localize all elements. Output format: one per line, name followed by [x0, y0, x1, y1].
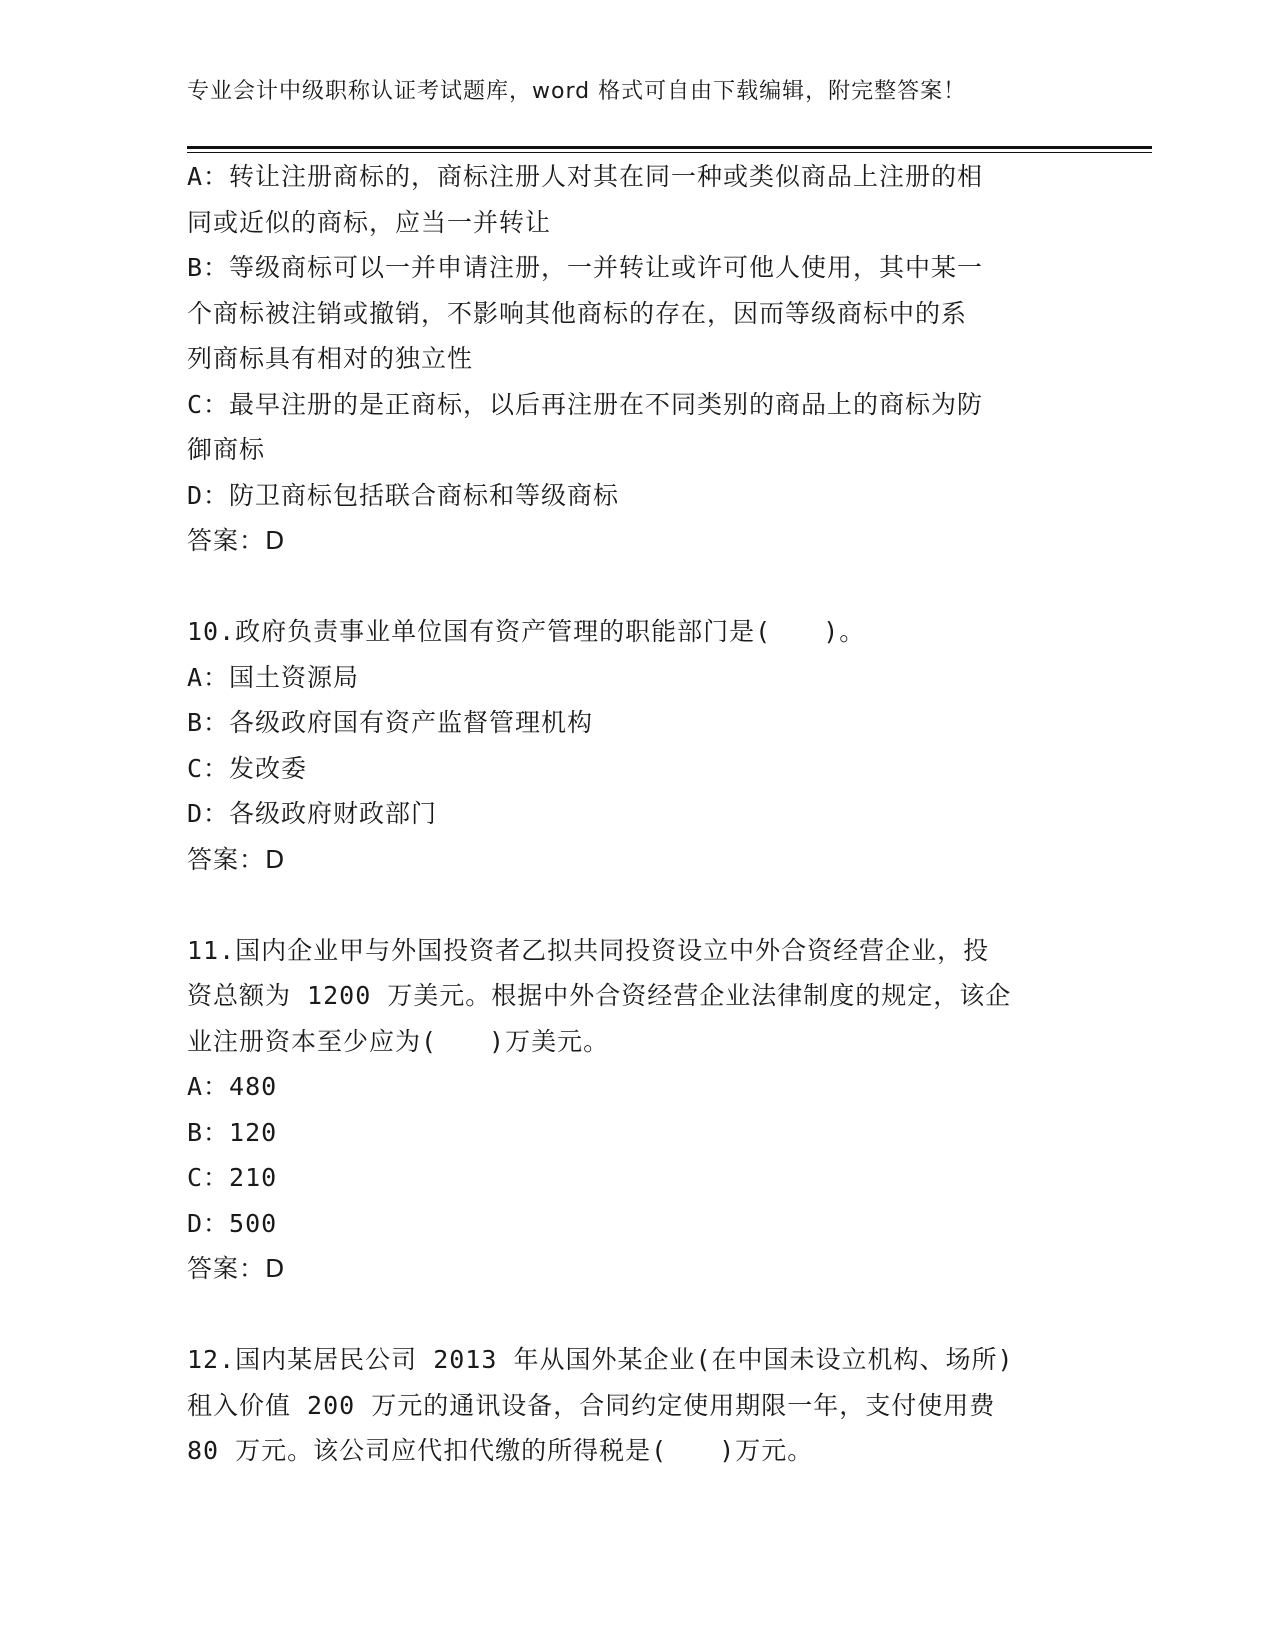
q9-option-a	[187, 154, 1067, 245]
header-divider	[187, 146, 1152, 149]
header-note: 专业会计中级职称认证考试题库，word 格式可自由下载编辑，附完整答案！	[187, 79, 967, 104]
q12-stem-line: 租入价值 200 万元的通讯设备，合同约定使用期限一年，支付使用费	[187, 1390, 996, 1420]
q12-stem-line: 12.国内某居民公司 2013 年从国外某企业(在中国未设立机构、场所)	[187, 1345, 1014, 1374]
q11-stem-line: 业注册资本至少应为( )万美元。	[187, 1026, 610, 1056]
q11-option-c: C：210	[187, 1163, 278, 1192]
q9-answer: 答案：D	[187, 526, 286, 555]
question-10	[187, 609, 1067, 882]
option-line: C：最早注册的是正商标，以后再注册在不同类别的商品上的商标为防	[187, 389, 984, 419]
q11-stem-line: 资总额为 1200 万美元。根据中外合资经营企业法律制度的规定，该企	[187, 981, 1012, 1010]
q10-option-b: B：各级政府国有资产监督管理机构	[187, 708, 594, 737]
q11-option-d: D：500	[187, 1208, 278, 1238]
spacer	[187, 1292, 1067, 1338]
question-content	[187, 154, 1067, 1474]
q10-option-a: A：国土资源局	[187, 662, 360, 692]
option-line: 个商标被注销或撤销，不影响其他商标的存在，因而等级商标中的系	[187, 298, 968, 328]
q10-option-c: C：发改委	[187, 753, 308, 783]
option-line: 列商标具有相对的独立性	[187, 344, 474, 373]
q9-option-d	[187, 473, 1067, 519]
option-line: B：等级商标可以一并申请注册，一并转让或许可他人使用，其中某一	[187, 253, 984, 282]
option-line: A：转让注册商标的，商标注册人对其在同一种或类似商品上注册的相	[187, 162, 984, 191]
q11-stem-line: 11.国内企业甲与外国投资者乙拟共同投资设立中外合资经营企业，投	[187, 935, 990, 965]
option-line: D：防卫商标包括联合商标和等级商标	[187, 480, 620, 510]
q10-answer: 答案：D	[187, 844, 286, 874]
question-11	[187, 928, 1067, 1292]
spacer	[187, 564, 1067, 610]
q9-option-c	[187, 382, 1067, 473]
q11-option-a: A：480	[187, 1072, 278, 1101]
option-line: 御商标	[187, 435, 266, 464]
question-9	[187, 154, 1067, 564]
q10-option-d: D：各级政府财政部门	[187, 799, 438, 828]
q11-answer: 答案：D	[187, 1254, 286, 1283]
q11-option-b: B：120	[187, 1117, 278, 1147]
option-line: 同或近似的商标，应当一并转让	[187, 207, 552, 237]
question-12	[187, 1337, 1067, 1474]
spacer	[187, 882, 1067, 928]
q10-stem: 10.政府负责事业单位国有资产管理的职能部门是( )。	[187, 617, 866, 646]
q12-stem-line: 80 万元。该公司应代扣代缴的所得税是( )万元。	[187, 1436, 814, 1465]
q9-option-b	[187, 245, 1067, 382]
